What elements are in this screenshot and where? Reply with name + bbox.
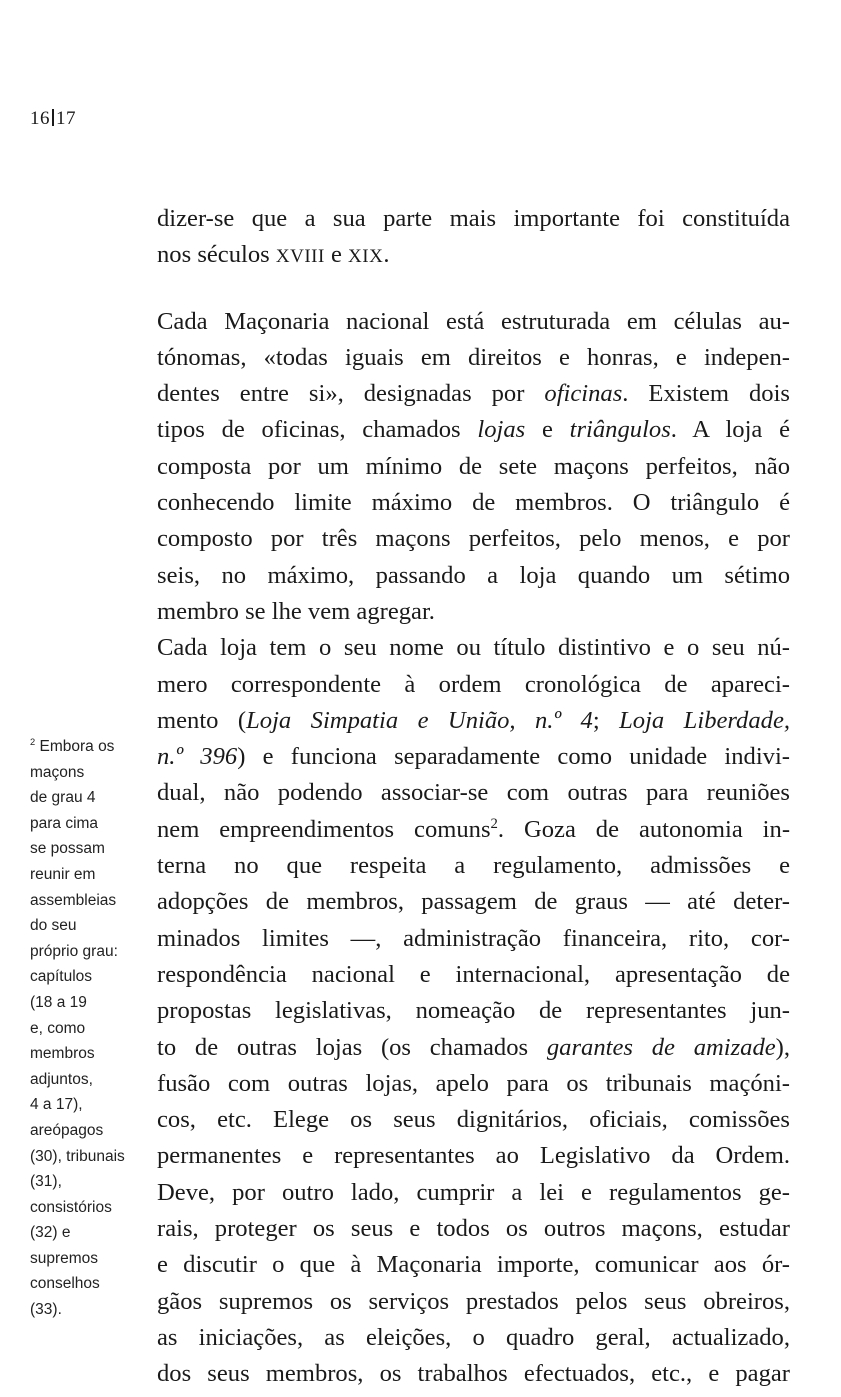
- sidenote-line: para cima: [30, 814, 99, 832]
- text-line: e discutir o que à Maçonaria importe, comunicar aos ór-: [157, 1251, 790, 1279]
- text-line: seis, no máximo, passando a loja quando um sétimo: [157, 561, 790, 589]
- main-text: [157, 201, 790, 1393]
- sidenote-line: (33).: [30, 1301, 62, 1319]
- sidenote-line: membros: [30, 1045, 95, 1063]
- text-line: Cada loja tem o seu nome ou título distintivo e o seu nú-: [157, 634, 790, 662]
- text-line: terna no que respeita a regulamento, admissões e: [157, 852, 790, 880]
- sidenote-line: [30, 734, 150, 760]
- text-line: n.º 396) e funciona separadamente como unidade indivi-: [157, 743, 790, 771]
- sidenote-line: e, como: [30, 1019, 86, 1037]
- text-line: nem empreendimentos comuns$^2$. Goza de autonomia in-: [157, 815, 791, 843]
- sidenote-line: 4 a 17),: [30, 1096, 83, 1114]
- text-line: rais, proteger os seus e todos os outros maçons, estudar: [157, 1215, 790, 1243]
- sidenote-text: Embora os: [39, 738, 115, 755]
- text-line: dizer-se que a sua parte mais importante foi constituída: [157, 205, 790, 232]
- text-line: tipos de oficinas, chamados lojas e triângulos. A loja é: [157, 416, 790, 444]
- text-line: nos séculos XVIII e XIX.: [157, 241, 390, 269]
- text-line: mento (Loja Simpatia e União, n.º 4; Loja Liberdade,: [157, 706, 791, 734]
- sidenote-line: assembleias: [30, 891, 117, 909]
- page-number-divider: [52, 109, 54, 126]
- text-line: dual, não podendo associar-se com outras para reuniões: [157, 779, 790, 807]
- sidenote-line: maçons: [30, 763, 85, 781]
- sidenote-line: (32) e: [30, 1224, 71, 1242]
- sidenote-line: (30), tribunais: [30, 1147, 125, 1165]
- sidenote-line: areópagos: [30, 1121, 104, 1139]
- text-line: dos seus membros, os trabalhos efectuados, etc., e pagar: [157, 1360, 790, 1388]
- sidenote-line: reunir em: [30, 865, 96, 883]
- text-line: tónomas, «todas iguais em direitos e honras, e indepen-: [157, 343, 790, 371]
- text-line: dentes entre si», designadas por oficinas. Existem dois: [157, 380, 790, 408]
- paragraph-gap: [157, 274, 790, 304]
- sidenote-line: se possam: [30, 840, 105, 858]
- footnote-marker: 2: [30, 736, 36, 747]
- sidenote-line: do seu: [30, 917, 77, 935]
- text-line: mero correspondente à ordem cronológica de apareci-: [157, 670, 790, 698]
- sidenote-line: capítulos: [30, 968, 93, 986]
- page-number-left: 16: [30, 108, 50, 129]
- sidenote-line: conselhos: [30, 1275, 100, 1293]
- sidenote-line: (18 a 19: [30, 993, 87, 1011]
- text-line: composto por três maçons perfeitos, pelo menos, e por: [157, 525, 790, 553]
- text-line: adopções de membros, passagem de graus — até deter-: [157, 888, 790, 916]
- text-line: Deve, por outro lado, cumprir a lei e regulamentos ge-: [157, 1178, 790, 1206]
- text-line: as iniciações, as eleições, o quadro geral, actualizado,: [157, 1323, 790, 1351]
- sidenote-line: de grau 4: [30, 789, 96, 807]
- text-line: permanentes e representantes ao Legislativo da Ordem.: [157, 1142, 790, 1170]
- text-line: minados limites —, administração financeira, rito, cor-: [157, 924, 790, 952]
- text-line: fusão com outras lojas, apelo para os tribunais maçóni-: [157, 1069, 790, 1097]
- text-line: propostas legislativas, nomeação de representantes jun-: [157, 997, 790, 1025]
- sidenote-line: supremos: [30, 1249, 99, 1267]
- text-line: composta por um mínimo de sete maçons perfeitos, não: [157, 452, 790, 480]
- text-line: gãos supremos os serviços prestados pelos seus obreiros,: [157, 1287, 790, 1315]
- page-number-right: 17: [56, 108, 76, 129]
- text-line: membro se lhe vem agregar.: [157, 597, 435, 625]
- text-line: to de outras lojas (os chamados garantes de amizade),: [157, 1033, 791, 1061]
- sidenote: [30, 734, 150, 1323]
- sidenote-line: consistórios: [30, 1198, 112, 1216]
- text-line: Cada Maçonaria nacional está estruturada em células au-: [157, 307, 790, 335]
- text-line: cos, etc. Elege os seus dignitários, oficiais, comissões: [157, 1106, 790, 1134]
- text-line: respondência nacional e internacional, apresentação de: [157, 960, 790, 988]
- sidenote-line: (31),: [30, 1173, 62, 1191]
- page-number: [30, 108, 76, 130]
- text-line: conhecendo limite máximo de membros. O triângulo é: [157, 489, 790, 517]
- sidenote-line: adjuntos,: [30, 1070, 93, 1088]
- sidenote-line: próprio grau:: [30, 942, 118, 960]
